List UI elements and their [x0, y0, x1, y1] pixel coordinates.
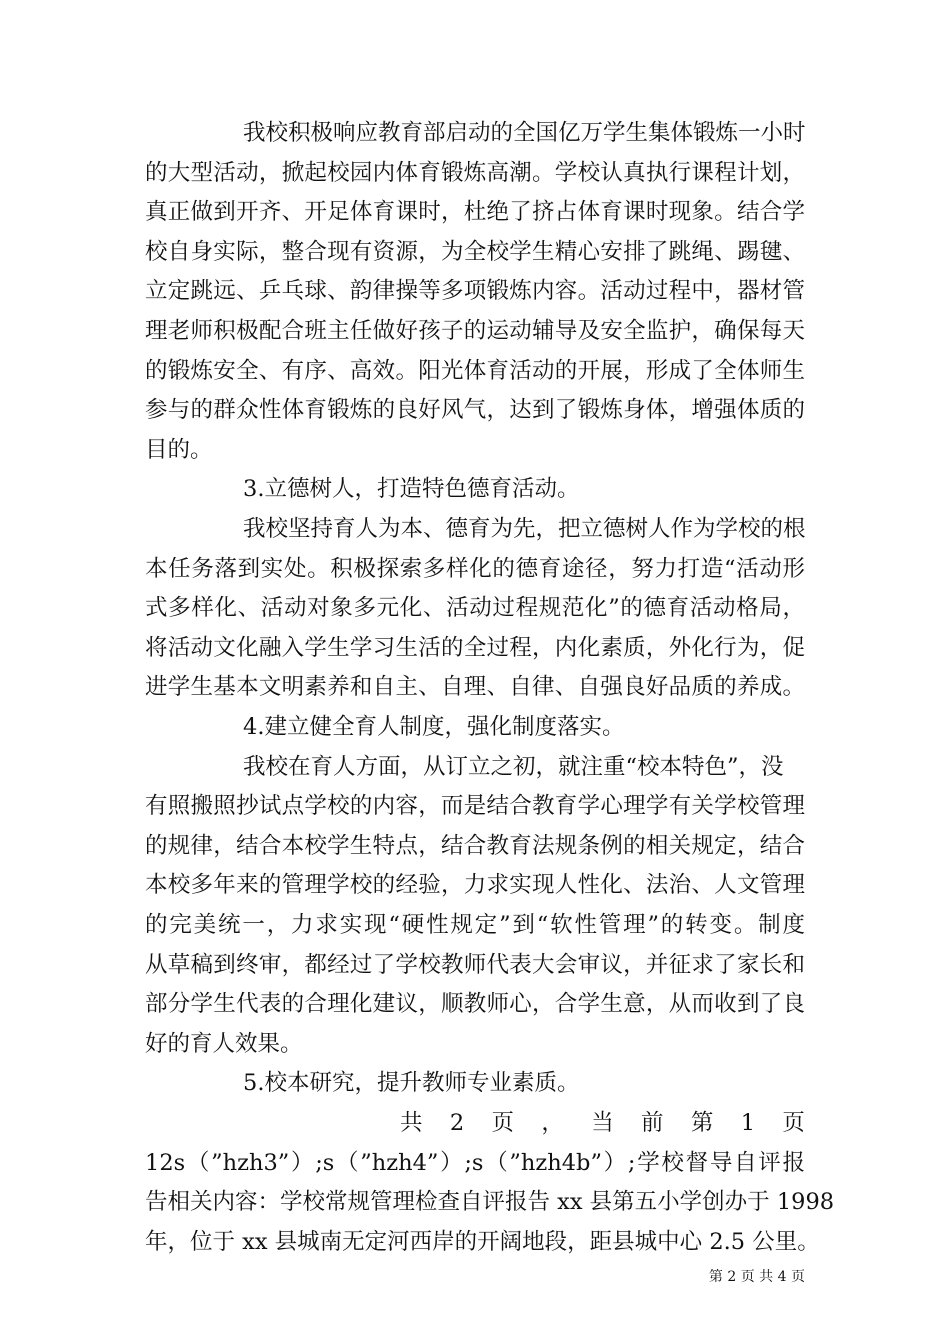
paragraph-line: 有照搬照抄试点学校的内容，而是结合教育学心理学有关学校管理 — [145, 793, 805, 820]
paragraph-line: 校自身实际，整合现有资源，为全校学生精心安排了跳绳、踢毽、 — [145, 238, 805, 265]
pager-char: 当 — [591, 1110, 614, 1136]
page-counter — [400, 1103, 805, 1143]
paragraph-line: 式多样化、活动对象多元化、活动过程规范化”的德育活动格局， — [145, 595, 805, 622]
pager-char: 1 — [740, 1110, 756, 1136]
paragraph-line: 本校多年来的管理学校的经验，力求实现人性化、法治、人文管理 — [145, 872, 805, 899]
paragraph-line: 进学生基本文明素养和自主、自理、自律、自强良好品质的养成。 — [145, 674, 805, 701]
paragraph-line: 我校坚持育人为本、德育为先，把立德树人作为学校的根 — [243, 516, 806, 542]
section-heading: 5.校本研究，提升教师专业素质。 — [243, 1070, 580, 1097]
pager-char: 共 — [400, 1110, 423, 1136]
paragraph-line: 目的。 — [145, 436, 213, 463]
paragraph-line: 理老师积极配合班主任做好孩子的运动辅导及安全监护，确保每天 — [145, 318, 805, 344]
pager-char: 页 — [782, 1110, 805, 1136]
tail-line: 12s（”hzh3”）;s（”hzh4”）;s（”hzh4b”）;学校督导自评报 — [145, 1149, 805, 1176]
paragraph-line: 的大型活动，掀起校园内体育锻炼高潮。学校认真执行课程计划， — [145, 159, 805, 186]
paragraph-line: 将活动文化融入学生学习生活的全过程，内化素质，外化行为，促 — [145, 634, 805, 661]
pager-char: 前 — [641, 1110, 664, 1136]
paragraph-line: 本任务落到实处。积极探索多样化的德育途径，努力打造“活动形 — [145, 555, 805, 582]
paragraph-line: 参与的群众性体育锻炼的良好风气，达到了锻炼身体，增强体质的 — [145, 397, 805, 424]
pager-char: ， — [541, 1110, 564, 1136]
paragraph-line: 的锻炼安全、有序、高效。阳光体育活动的开展，形成了全体师生 — [145, 357, 805, 384]
paragraph-line: 好的育人效果。 — [145, 1030, 303, 1057]
paragraph-line: 的完美统一，力求实现“硬性规定”到“软性管理”的转变。制度 — [145, 912, 805, 938]
pager-char: 2 — [449, 1110, 465, 1136]
tail-line: 告相关内容：学校常规管理检查自评报告 xx 县第五小学创办于 1998 — [145, 1189, 835, 1216]
paragraph-line: 立定跳远、乒乓球、韵律操等多项锻炼内容。活动过程中，器材管 — [145, 278, 805, 305]
paragraph-line: 我校在育人方面，从订立之初，就注重“校本特色”，没 — [243, 753, 784, 780]
section-heading: 3.立德树人，打造特色德育活动。 — [243, 476, 580, 503]
page-footer: 第 2 页 共 4 页 — [708, 1269, 805, 1286]
paragraph-line: 部分学生代表的合理化建议，顺教师心，合学生意，从而收到了良 — [145, 991, 805, 1018]
paragraph-line: 我校积极响应教育部启动的全国亿万学生集体锻炼一小时 — [243, 120, 806, 146]
paragraph-line: 从草稿到终审，都经过了学校教师代表大会审议，并征求了家长和 — [145, 951, 805, 978]
paragraph-line: 的规律，结合本校学生特点，结合教育法规条例的相关规定，结合 — [145, 832, 805, 859]
pager-char: 第 — [690, 1110, 714, 1136]
section-heading: 4.建立健全育人制度，强化制度落实。 — [243, 714, 625, 740]
tail-line: 年，位于 xx 县城南无定河西岸的开阔地段，距县城中心 2.5 公里。 — [145, 1228, 820, 1255]
pager-char: 页 — [491, 1110, 515, 1136]
paragraph-line: 真正做到开齐、开足体育课时，杜绝了挤占体育课时现象。结合学 — [145, 199, 805, 226]
